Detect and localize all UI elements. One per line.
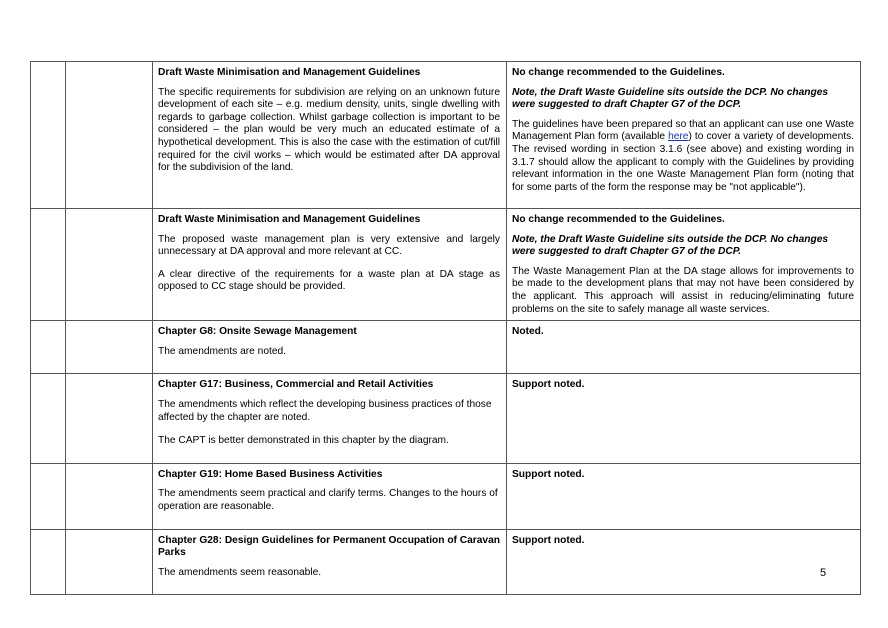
submission-text: The amendments which reflect the developing business practices of those affected by the chapter are noted. [158, 398, 492, 423]
empty-cell [66, 321, 153, 374]
response-heading: Support noted. [512, 534, 585, 546]
response-heading: No change recommended to the Guidelines. [512, 214, 725, 225]
empty-cell [66, 529, 153, 595]
submission-heading: Chapter G19: Home Based Business Activities [158, 468, 383, 480]
response-text: The Waste Management Plan at the DA stage allows for improvements to be made to the development plans that may not have been considered by the applicant. This approach will assist in reducing/eliminating future problems on the site to safely manage all waste services. [512, 265, 854, 315]
submission-text: The amendments are noted. [158, 345, 286, 357]
response-cell [507, 62, 861, 209]
table-row [31, 209, 861, 321]
response-heading: Support noted. [512, 468, 585, 480]
table-row [31, 374, 861, 463]
empty-cell [31, 463, 66, 529]
submission-cell [153, 62, 507, 209]
response-cell [507, 321, 861, 374]
empty-cell [31, 62, 66, 209]
submission-cell [153, 529, 507, 595]
response-note: Note, the Draft Waste Guideline sits outside the DCP. No changes were suggested to draft Chapter G7 of the DCP. [512, 86, 829, 111]
submission-text: The amendments seem practical and clarify terms. Changes to the hours of operation are reasonable. [158, 488, 498, 512]
submission-cell [153, 321, 507, 374]
response-cell [507, 529, 861, 595]
submission-heading: Draft Waste Minimisation and Management Guidelines [158, 214, 421, 225]
empty-cell [31, 209, 66, 321]
response-heading: No change recommended to the Guidelines. [512, 67, 725, 78]
submission-cell [153, 374, 507, 463]
submission-text: The specific requirements for subdivision are relying on an unknown future development of each site – e.g. medium density, units, single dwelling with regards to garbage collection. Whilst garbage collection is important to be considered – the plan would be very much an educated estimate of a hypothetical development. This is also the case with the estimation of cut/fill required for the civil works – which would be estimated after DA approval for the subdivision of the land. [158, 86, 500, 174]
submission-cell [153, 209, 507, 321]
submission-text: The proposed waste management plan is very extensive and largely unnecessary at DA approval and more relevant at CC. [158, 233, 500, 258]
response-cell [507, 209, 861, 321]
response-text: The guidelines have been prepared so that an applicant can use one Waste Management Plan form (available here) to cover a variety of developments. The revised wording in section 3.1.6 (see above) and existing wording in 3.1.7 should allow the applicant to comply with the Guidelines by providing relevant information in the one Waste Management Plan form (noting that for some parts of the form the response may be "not applicable"). [512, 118, 855, 193]
empty-cell [66, 374, 153, 463]
response-cell [507, 374, 861, 463]
response-note: Note, the Draft Waste Guideline sits outside the DCP. No changes were suggested to draft Chapter G7 of the DCP. [512, 233, 829, 258]
submission-heading: Chapter G8: Onsite Sewage Management [158, 326, 357, 338]
table-row [31, 62, 861, 209]
submission-heading: Draft Waste Minimisation and Management Guidelines [158, 67, 421, 78]
submission-text: The amendments seem reasonable. [158, 566, 322, 578]
submissions-table [30, 61, 861, 595]
submission-text: The CAPT is better demonstrated in this chapter by the diagram. [158, 435, 449, 447]
response-heading: Noted. [512, 326, 544, 338]
submission-cell [153, 463, 507, 529]
table-row [31, 529, 861, 595]
empty-cell [31, 321, 66, 374]
empty-cell [66, 463, 153, 529]
empty-cell [66, 62, 153, 209]
empty-cell [66, 209, 153, 321]
waste-plan-form-link[interactable]: here [668, 131, 689, 143]
empty-cell [31, 529, 66, 595]
page-number: 5 [820, 567, 827, 579]
submission-heading: Chapter G28: Design Guidelines for Permanent Occupation of Caravan Parks [158, 534, 500, 559]
response-heading: Support noted. [512, 379, 585, 391]
empty-cell [31, 374, 66, 463]
submission-text: A clear directive of the requirements for a waste plan at DA stage as opposed to CC stage should be provided. [158, 268, 500, 293]
response-cell [507, 463, 861, 529]
table-row [31, 321, 861, 374]
submission-heading: Chapter G17: Business, Commercial and Retail Activities [158, 379, 434, 391]
table-row [31, 463, 861, 529]
